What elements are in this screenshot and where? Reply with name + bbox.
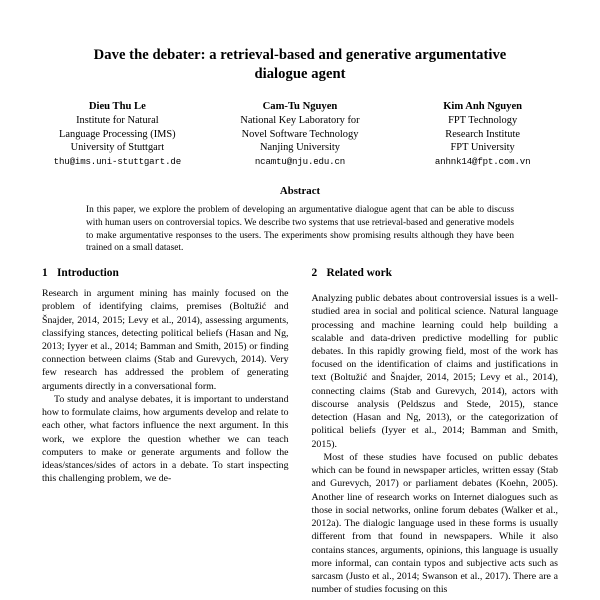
author-affiliation-line: National Key Laboratory for <box>240 115 360 127</box>
author-affiliation-line: Institute for Natural <box>76 115 159 127</box>
abstract-heading: Abstract <box>279 184 321 197</box>
author-entry-1 <box>26 100 209 168</box>
author-email[interactable]: ncamtu@nju.edu.cn <box>254 155 346 167</box>
author-affiliation-line: University of Stuttgart <box>70 142 165 154</box>
section-title: Introduction <box>57 267 119 280</box>
author-email[interactable]: anhnk14@fpt.com.vn <box>434 155 531 167</box>
section-number: 1 <box>42 267 48 280</box>
paragraph: Research in argument mining has mainly focused on the problem of identifying claims, premises (Boltužić and Šnajder, 2014, 2015; Levy et al., 2014), assessing arguments, classifying stances, detecting political beliefs (Hasan and Ng, 2013; Iyyer et al., 2014; Bamman and Smith, 2015) or finding connection between claims (Stab and Gurevych, 2014). Very few research has addressed the problem of generating arguments directly in a conversational form. <box>42 288 289 392</box>
author-block <box>0 100 600 168</box>
body-columns <box>0 267 600 596</box>
page-title: Dave the debater: a retrieval-based and generative argumentative dialogue agent <box>93 47 507 83</box>
author-affiliation-line: Nanjing University <box>260 142 340 154</box>
column-right <box>312 267 559 596</box>
author-entry-2 <box>209 100 392 168</box>
author-entry-3 <box>391 100 574 168</box>
section-number: 2 <box>311 267 318 280</box>
author-name: Kim Anh Nguyen <box>443 100 523 112</box>
author-affiliation-line: FPT University <box>450 142 515 154</box>
author-affiliation-line: FPT Technology <box>448 115 518 127</box>
section-title: Related work <box>326 267 392 280</box>
author-name: Dieu Thu Le <box>88 100 146 112</box>
author-affiliation-line: Research Institute <box>445 128 520 140</box>
author-affiliation-line: Novel Software Technology <box>241 128 359 140</box>
paragraph: To study and analyse debates, it is important to understand how to formulate claims, how arguments develop and relate to each other, what factors influence the next argument. In this work, we explore the question whether we can teach computers to make or generate arguments and follow the ideas/stances/sides of actors in a debate. To start inspecting this challenging problem, we de- <box>42 393 289 485</box>
section-heading-related-work <box>312 267 559 281</box>
paragraph: Analyzing public debates about controversial issues is a well-studied area in social and political science. Natural language processing and machine learning could help building a scalable and data-driven predictive modelling for public debates. In this rapidly growing field, most of the work has focused on the identification of claims and justifications in text (Boltužić and Šnajder, 2014, 2015; Levy et al., 2014), connecting claims (Stab and Gurevych, 2014), actors with discourse analysis (Peldszus and Stede, 2015), stance detection (Hasan and Ng, 2013), or the categorization of political beliefs (Iyyer et al., 2014; Bamman and Smith, 2015). <box>311 293 558 450</box>
author-email[interactable]: thu@ims.uni-stuttgart.de <box>53 155 182 167</box>
column-left <box>42 267 289 485</box>
paragraph: Most of these studies have focused on public debates which can be found in newspaper articles, written essay (Stab and Gurevych, 2017) or parliament debates (Koehn, 2005). Another line of research works on Internet dialogues such as those in social networks, online forum debates (Walker et al., 2012a). The dialogic language used in these forms is usually different from that found in newspapers. While it also contains stances, arguments, opinions, this language is usually more informal, can contain typos and subjective acts such as sarcasm (Justo et al., 2014; Swanson et al., 2017). There are a number of studies focusing on this <box>311 451 558 596</box>
section-heading-introduction <box>42 267 289 281</box>
abstract-text: In this paper, we explore the problem of developing an argumentative dialogue agent that can be able to discuss with human users on controversial topics. We describe two systems that use retrieval-based and generative models to make argumentative responses to the users. The experiments show promising results although they have been trained on a small dataset. <box>86 204 514 254</box>
author-affiliation-line: Language Processing (IMS) <box>59 128 176 140</box>
author-name: Cam-Tu Nguyen <box>262 100 338 112</box>
abstract-section <box>0 185 600 256</box>
